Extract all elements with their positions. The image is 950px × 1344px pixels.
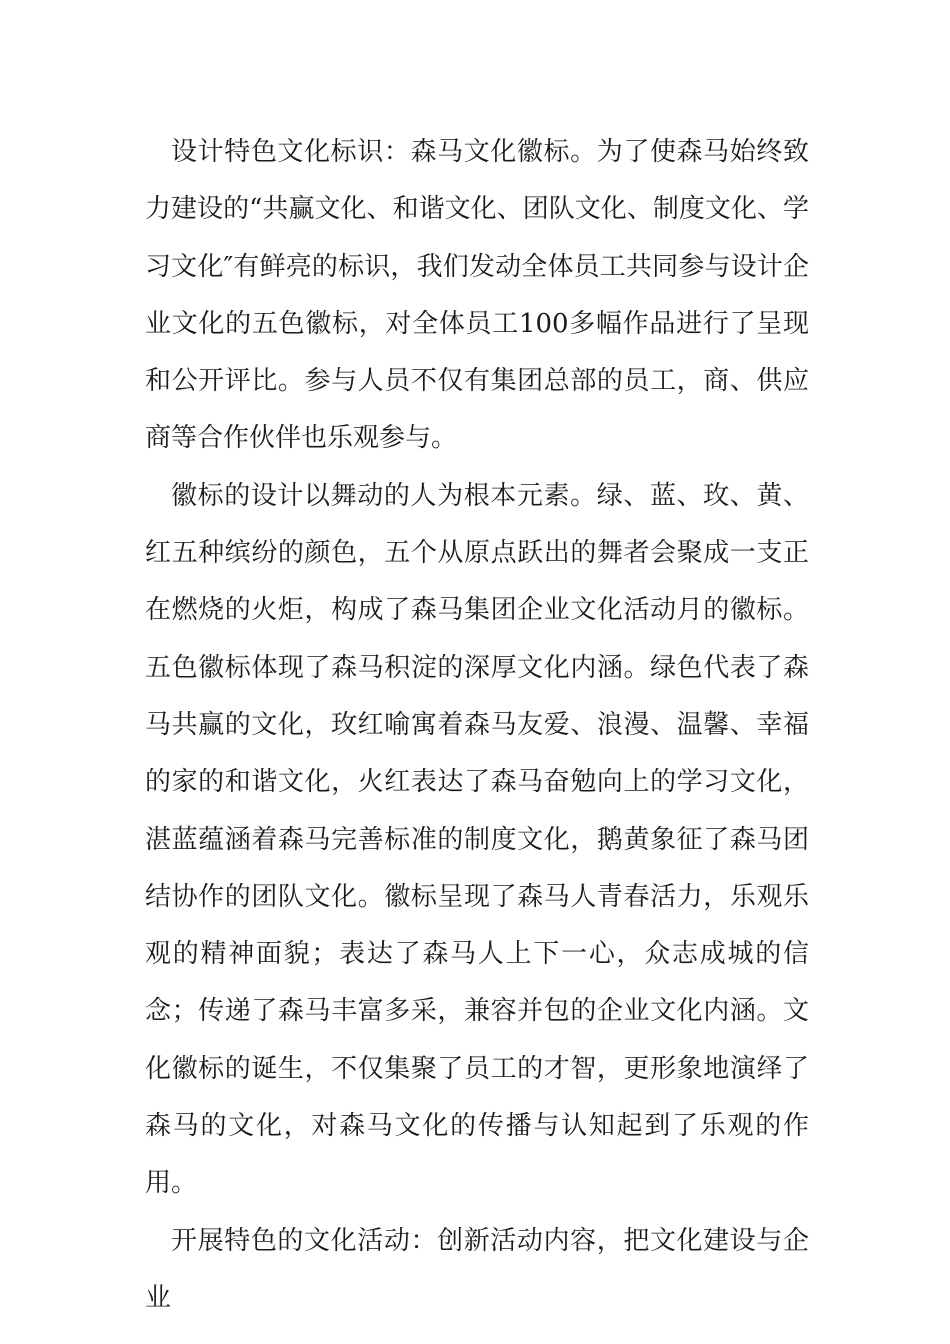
paragraph-logo-meaning: 徽标的设计以舞动的人为根本元素。绿、蓝、玫、黄、红五种缤纷的颜色，五个从原点跃出的舞者会聚成一支正在燃烧的火炬，构成了森马集团企业文化活动月的徽标。五色徽标体现了森马积淀的深厚文化内涵。绿色代表了森马共赢的文化，玫红喻寓着森马友爱、浪漫、温馨、幸福的家的和谐文化，火红表达了森马奋勉向上的学习文化，湛蓝蕴涵着森马完善标准的制度文化，鹅黄象征了森马团结协作的团队文化。徽标呈现了森马人青春活力，乐观乐观的精神面貌；表达了森马人上下一心，众志成城的信念；传递了森马丰富多采，兼容并包的企业文化内涵。文化徽标的诞生，不仅集聚了员工的才智，更形象地演绎了森马的文化，对森马文化的传播与认知起到了乐观的作用。 (145, 480, 809, 1199)
paragraph-cultural-activities: 开展特色的文化活动：创新活动内容，把文化建设与企业 (145, 1225, 809, 1313)
paragraph-logo-design-intro: 设计特色文化标识：森马文化徽标。为了使森马始终致力建设的“共赢文化、和谐文化、团队文化、制度文化、学习文化″有鲜亮的标识，我们发动全体员工共同参与设计企业文化的五色徽标，对全体员工100多幅作品进行了呈现和公开评比。参与人员不仅有集团总部的员工，商、供应商等合作伙伴也乐观参与。 (145, 137, 809, 454)
document-body (145, 124, 809, 1327)
